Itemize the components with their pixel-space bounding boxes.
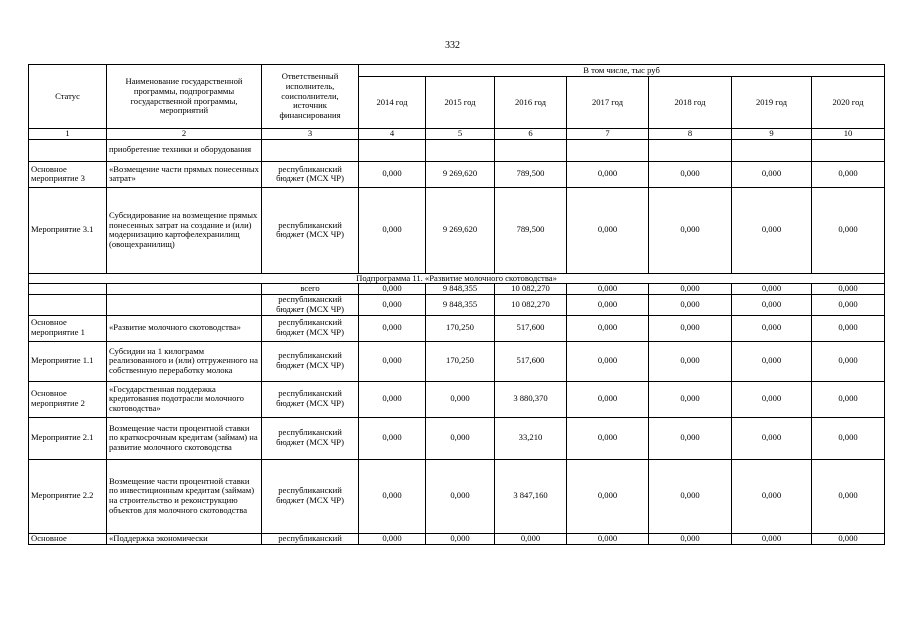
row-source: республиканский бюджет (МСХ ЧР) [262,161,359,187]
row-value: 10 082,270 [495,295,567,315]
row-source: республиканский бюджет (МСХ ЧР) [262,315,359,341]
row-value: 0,000 [567,187,649,273]
column-index: 6 [495,129,567,140]
row-source: республиканский бюджет (МСХ ЧР) [262,381,359,417]
row-value: 33,210 [495,417,567,459]
row-value: 0,000 [649,459,732,533]
row-value [426,139,495,161]
row-value: 0,000 [426,533,495,544]
row-value: 0,000 [732,341,812,381]
row-value: 3 880,370 [495,381,567,417]
row-source: всего [262,284,359,295]
table-row [29,139,885,161]
row-value: 0,000 [426,381,495,417]
row-value: 9 269,620 [426,161,495,187]
header-index-row [29,129,885,140]
row-value: 0,000 [426,417,495,459]
table-row [29,295,885,315]
row-value: 170,250 [426,315,495,341]
row-value: 789,500 [495,187,567,273]
table-row [29,315,885,341]
row-value [359,139,426,161]
row-value: 0,000 [567,315,649,341]
column-index: 2 [107,129,262,140]
row-name: Возмещение части процентной ставки по краткосрочным кредитам (займам) на развитие молочного скотоводства [107,417,262,459]
row-value: 0,000 [567,533,649,544]
row-value: 0,000 [812,161,885,187]
header-status: Статус [29,65,107,129]
row-value [495,139,567,161]
row-value [812,139,885,161]
row-value: 0,000 [567,459,649,533]
row-value: 0,000 [649,295,732,315]
row-value: 0,000 [359,187,426,273]
header-year: 2019 год [732,77,812,129]
row-name [107,295,262,315]
row-value: 10 082,270 [495,284,567,295]
row-status [29,284,107,295]
row-name: «Государственная поддержка кредитования подотрасли молочного скотоводства» [107,381,262,417]
row-value [649,139,732,161]
row-status [29,139,107,161]
row-value: 0,000 [732,417,812,459]
column-index: 8 [649,129,732,140]
row-source [262,139,359,161]
row-value [567,139,649,161]
row-value: 0,000 [359,295,426,315]
row-value: 0,000 [732,295,812,315]
column-index: 9 [732,129,812,140]
row-value: 0,000 [567,295,649,315]
column-index: 3 [262,129,359,140]
row-value: 0,000 [812,187,885,273]
header-year: 2018 год [649,77,732,129]
row-value: 0,000 [812,315,885,341]
row-name [107,284,262,295]
row-value: 517,600 [495,341,567,381]
row-value: 9 848,355 [426,295,495,315]
page-number: 332 [445,40,460,51]
table-row [29,417,885,459]
row-status: Основное мероприятие 3 [29,161,107,187]
row-value: 0,000 [732,187,812,273]
row-value: 0,000 [649,187,732,273]
row-value: 0,000 [359,341,426,381]
row-value: 0,000 [812,284,885,295]
row-value: 0,000 [649,381,732,417]
header-year: 2016 год [495,77,567,129]
row-value: 0,000 [649,161,732,187]
row-value: 0,000 [359,417,426,459]
row-value: 0,000 [359,533,426,544]
row-value: 0,000 [812,295,885,315]
row-value: 0,000 [359,315,426,341]
column-index: 5 [426,129,495,140]
row-source: республиканский [262,533,359,544]
row-value: 0,000 [812,533,885,544]
row-value [732,139,812,161]
row-value: 0,000 [359,284,426,295]
header-name: Наименование государственной программы, подпрограммы государственной программы, мероприятий [107,65,262,129]
column-index: 7 [567,129,649,140]
header-year: 2017 год [567,77,649,129]
row-value: 0,000 [812,459,885,533]
table-row [29,284,885,295]
row-value: 0,000 [359,161,426,187]
row-value: 0,000 [732,459,812,533]
row-name: «Возмещение части прямых понесенных затрат» [107,161,262,187]
row-value: 0,000 [732,533,812,544]
table-body-before [29,139,885,273]
row-status: Мероприятие 1.1 [29,341,107,381]
row-source: республиканский бюджет (МСХ ЧР) [262,187,359,273]
header-year: 2015 год [426,77,495,129]
row-source: республиканский бюджет (МСХ ЧР) [262,459,359,533]
row-name: приобретение техники и оборудования [107,139,262,161]
header-year: 2014 год [359,77,426,129]
table-body-after [29,284,885,544]
row-value: 0,000 [567,284,649,295]
row-value: 0,000 [812,341,885,381]
row-value: 0,000 [812,417,885,459]
row-source: республиканский бюджет (МСХ ЧР) [262,341,359,381]
table-row [29,381,885,417]
table-row [29,161,885,187]
row-value: 9 848,355 [426,284,495,295]
row-value: 0,000 [732,381,812,417]
row-status: Мероприятие 2.2 [29,459,107,533]
row-value: 0,000 [732,315,812,341]
row-value: 0,000 [649,417,732,459]
table-row [29,533,885,544]
row-value: 3 847,160 [495,459,567,533]
table-row [29,187,885,273]
row-value: 9 269,620 [426,187,495,273]
row-name: «Развитие молочного скотоводства» [107,315,262,341]
row-value: 0,000 [426,459,495,533]
row-name: «Поддержка экономически [107,533,262,544]
table-row [29,459,885,533]
row-value: 0,000 [567,417,649,459]
row-status: Основное [29,533,107,544]
row-value: 0,000 [567,341,649,381]
row-name: Возмещение части процентной ставки по инвестиционным кредитам (займам) на строительство и реконструкцию объектов для молочного скотоводства [107,459,262,533]
row-value: 789,500 [495,161,567,187]
row-value: 517,600 [495,315,567,341]
column-index: 1 [29,129,107,140]
row-value: 0,000 [567,381,649,417]
column-index: 4 [359,129,426,140]
row-name: Субсидии на 1 килограмм реализованного и (или) отгруженного на собственную переработку молока [107,341,262,381]
row-value: 0,000 [359,381,426,417]
header-group: В том числе, тыс руб [359,65,885,77]
row-value: 170,250 [426,341,495,381]
table-row [29,341,885,381]
column-index: 10 [812,129,885,140]
row-source: республиканский бюджет (МСХ ЧР) [262,295,359,315]
row-source: республиканский бюджет (МСХ ЧР) [262,417,359,459]
row-status: Основное мероприятие 2 [29,381,107,417]
subprogram-title: Подпрограмма 11. «Развитие молочного скотоводства» [29,273,885,284]
row-value: 0,000 [649,315,732,341]
program-table [28,64,885,545]
row-value: 0,000 [567,161,649,187]
row-value: 0,000 [649,341,732,381]
row-status: Мероприятие 3.1 [29,187,107,273]
row-value: 0,000 [732,284,812,295]
row-value: 0,000 [649,533,732,544]
row-value: 0,000 [359,459,426,533]
row-value: 0,000 [732,161,812,187]
header-year: 2020 год [812,77,885,129]
row-name: Субсидирование на возмещение прямых понесенных затрат на создание и (или) модернизацию картофелехранилищ (овощехранилищ) [107,187,262,273]
row-value: 0,000 [812,381,885,417]
row-value: 0,000 [649,284,732,295]
row-status: Основное мероприятие 1 [29,315,107,341]
row-status [29,295,107,315]
row-status: Мероприятие 2.1 [29,417,107,459]
header-responsible: Ответственный исполнитель, соисполнители, источник финансирования [262,65,359,129]
row-value: 0,000 [495,533,567,544]
